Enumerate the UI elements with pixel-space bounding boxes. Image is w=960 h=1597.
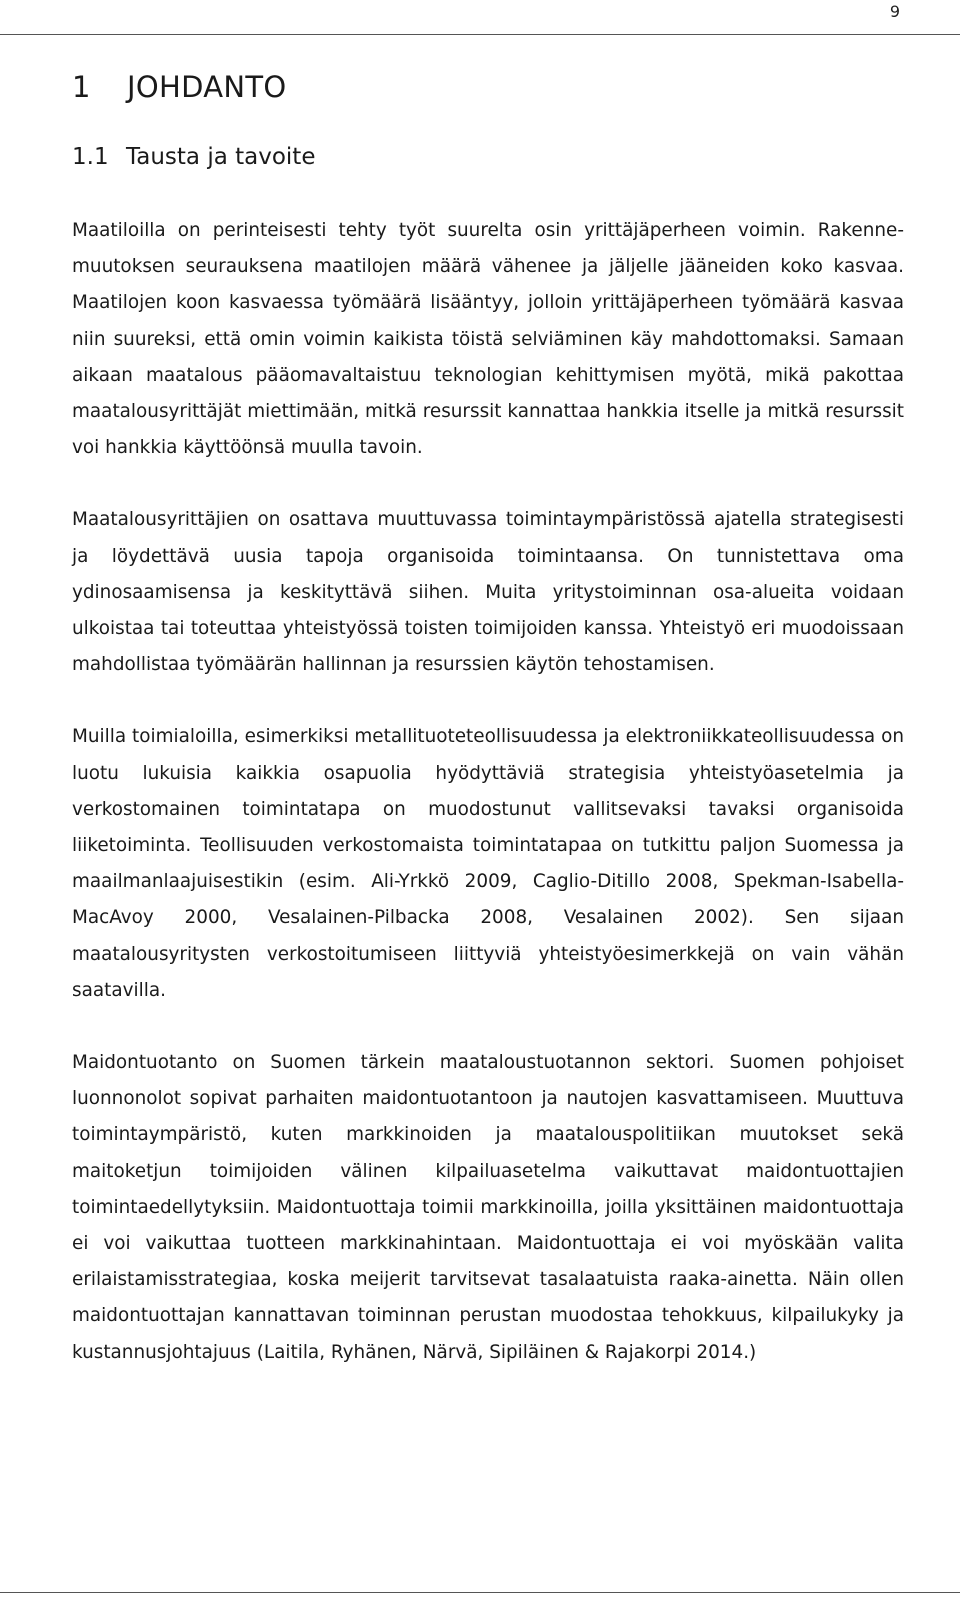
- chapter-heading: [72, 70, 286, 104]
- paragraph: Maatalousyrittäjien on osattava muuttuvassa toimintaympäristössä ajatella strategisesti ja löydettävä uusia tapoja organisoida toimintaansa. On tunnistettava oma ydinosaamisensa ja keskityttävä siihen. Muita yritystoiminnan osa-alueita voidaan ulkoistaa tai toteuttaa yhteistyössä toisten toimijoiden kanssa. Yhteistyö eri muodoissaan mahdollistaa työmäärän hallinnan ja resurssien käytön tehostamisen.: [72, 509, 904, 676]
- paragraph: Muilla toimialoilla, esimerkiksi metallituoteteollisuudessa ja elektroniikkateollisuudessa on luotu lukuisia kaikkia osapuolia hyödyttäviä strategisia yhteistyöasetelmia ja verkostomainen toimintatapa on muodostunut vallitsevaksi tavaksi organisoida liiketoiminta. Teollisuuden verkostomaista toimintatapaa on tutkittu paljon Suomessa ja maailmanlaajuisestikin (esim. Ali-Yrkkö 2009, Caglio-Ditillo 2008, Spekman-Isabella-MacAvoy 2000, Vesalainen-Pilbacka 2008, Vesalainen 2002). Sen sijaan maatalousyritysten verkostoitumiseen liittyviä yhteistyöesimerkkejä on vain vähän saatavilla.: [72, 726, 904, 1001]
- section-number: 1.1: [72, 144, 109, 170]
- paragraph: Maidontuotanto on Suomen tärkein maataloustuotannon sektori. Suomen pohjoiset luonnonolot sopivat parhaiten maidontuotantoon ja nautojen kasvattamiseen. Muuttuva toimintaympäristö, kuten markkinoiden ja maatalouspolitiikan muutokset sekä maitoketjun toimijoiden välinen kilpailuasetelma vaikuttavat maidontuottajien toimintaedellytyksiin. Maidontuottaja toimii markkinoilla, joilla yksittäinen maidontuottaja ei voi vaikuttaa tuotteen markkinahintaan. Maidontuottaja ei voi myöskään valita erilaistamisstrategiaa, koska meijerit tarvitsevat tasalaatuista raaka-ainetta. Näin ollen maidontuottajan kannattavan toiminnan perustan muodostaa tehokkuus, kilpailukyky ja kustannusjohtajuus (Laitila, Ryhänen, Närvä, Sipiläinen & Rajakorpi 2014.): [72, 1052, 904, 1363]
- footer-rule: [0, 1592, 960, 1593]
- section-heading: [72, 144, 315, 170]
- section-title: Tausta ja tavoite: [126, 144, 316, 170]
- chapter-number: 1: [72, 70, 91, 104]
- paragraph: Maatiloilla on perinteisesti tehty työt suurelta osin yrittäjäperheen voimin. Rakennemuutoksen seurauksena maatilojen määrä vähenee ja jäljelle jääneiden koko kasvaa. Maatilojen koon kasvaessa työmäärä lisääntyy, jolloin yrittäjäperheen työmäärä kasvaa niin suureksi, että omin voimin kaikista töistä selviäminen käy mahdottomaksi. Samaan aikaan maatalous pääomavaltaistuu teknologian kehittymisen myötä, mikä pakottaa maatalousyrittäjät miettimään, mitkä resurssit kannattaa hankkia itselle ja mitkä resurssit voi hankkia käyttöönsä muulla tavoin.: [72, 220, 904, 459]
- page-number: 9: [889, 2, 900, 21]
- header-rule: [0, 34, 960, 35]
- chapter-title: JOHDANTO: [127, 70, 287, 104]
- body-text: [72, 213, 904, 1407]
